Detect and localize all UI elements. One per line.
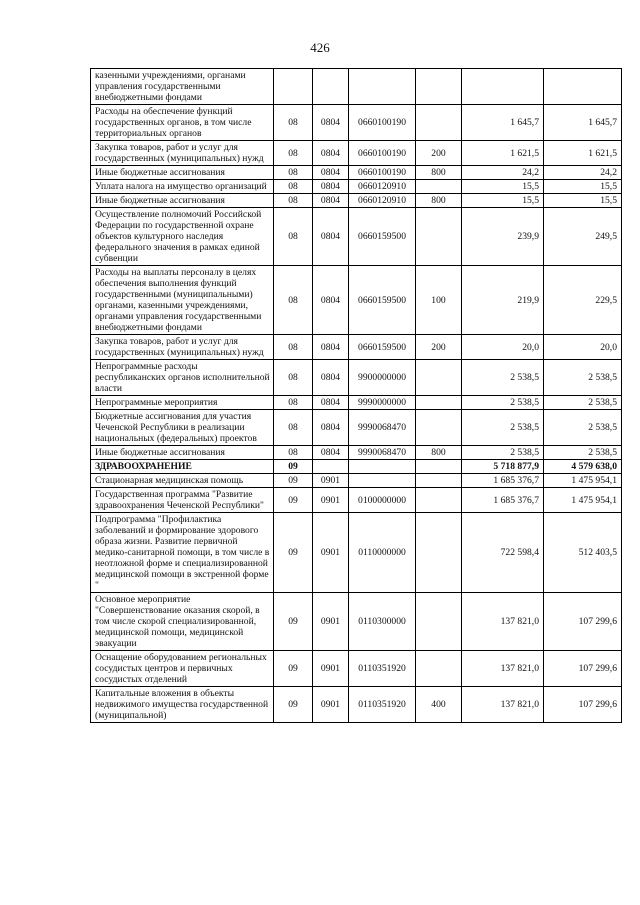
cell-target-article: 0110351920 — [349, 687, 416, 723]
cell-amount-2: 107 299,6 — [544, 651, 622, 687]
cell-target-article: 0660100190 — [349, 166, 416, 180]
cell-section: 09 — [274, 474, 313, 488]
cell-subsection: 0804 — [313, 396, 349, 410]
cell-name: Иные бюджетные ассигнования — [91, 446, 274, 460]
cell-expense-type — [416, 180, 462, 194]
cell-subsection: 0804 — [313, 335, 349, 360]
cell-amount-1: 137 821,0 — [462, 687, 544, 723]
cell-subsection: 0804 — [313, 410, 349, 446]
cell-target-article: 0100000000 — [349, 488, 416, 513]
cell-amount-1: 20,0 — [462, 335, 544, 360]
cell-amount-1: 1 685 376,7 — [462, 488, 544, 513]
cell-name: Расходы на обеспечение функций государственных органов, в том числе территориальных органов — [91, 105, 274, 141]
cell-section: 08 — [274, 360, 313, 396]
table-row — [91, 410, 622, 446]
cell-name: Иные бюджетные ассигнования — [91, 194, 274, 208]
page-number: 426 — [310, 40, 330, 55]
cell-amount-2: 1 645,7 — [544, 105, 622, 141]
cell-subsection: 0804 — [313, 166, 349, 180]
cell-amount-1: 2 538,5 — [462, 396, 544, 410]
cell-expense-type — [416, 410, 462, 446]
table-row — [91, 474, 622, 488]
cell-section: 09 — [274, 651, 313, 687]
table-row — [91, 266, 622, 335]
cell-expense-type: 400 — [416, 687, 462, 723]
cell-target-article: 0110351920 — [349, 651, 416, 687]
cell-expense-type: 800 — [416, 166, 462, 180]
cell-amount-1: 2 538,5 — [462, 446, 544, 460]
cell-subsection: 0804 — [313, 141, 349, 166]
cell-amount-2: 15,5 — [544, 194, 622, 208]
cell-amount-2: 512 403,5 — [544, 513, 622, 593]
cell-section — [274, 69, 313, 105]
cell-amount-1: 1 621,5 — [462, 141, 544, 166]
table-row — [91, 396, 622, 410]
cell-section: 08 — [274, 166, 313, 180]
cell-amount-1 — [462, 69, 544, 105]
cell-amount-2 — [544, 69, 622, 105]
cell-amount-1: 15,5 — [462, 180, 544, 194]
cell-target-article — [349, 69, 416, 105]
cell-expense-type — [416, 460, 462, 474]
cell-amount-2: 2 538,5 — [544, 396, 622, 410]
cell-target-article: 9990000000 — [349, 396, 416, 410]
cell-name: Подпрограмма "Профилактика заболеваний и формирование здорового образа жизни. Развитие первичной медико-санитарной помощи, в том числе в неотложной форме и специализированной медицинской помощи в экстренной форме " — [91, 513, 274, 593]
cell-section: 09 — [274, 488, 313, 513]
cell-amount-2: 1 475 954,1 — [544, 474, 622, 488]
cell-expense-type — [416, 593, 462, 651]
cell-target-article: 0660100190 — [349, 141, 416, 166]
cell-amount-1: 2 538,5 — [462, 410, 544, 446]
cell-section: 08 — [274, 180, 313, 194]
table-row — [91, 166, 622, 180]
cell-amount-2: 4 579 638,0 — [544, 460, 622, 474]
cell-amount-2: 229,5 — [544, 266, 622, 335]
cell-expense-type: 200 — [416, 141, 462, 166]
cell-expense-type — [416, 513, 462, 593]
cell-section: 08 — [274, 396, 313, 410]
table-row — [91, 208, 622, 266]
table-row — [91, 360, 622, 396]
cell-name: казенными учреждениями, органами управления государственными внебюджетными фондами — [91, 69, 274, 105]
cell-name: Стационарная медицинская помощь — [91, 474, 274, 488]
cell-subsection: 0804 — [313, 208, 349, 266]
cell-name: Закупка товаров, работ и услуг для государственных (муниципальных) нужд — [91, 335, 274, 360]
budget-table — [90, 68, 622, 723]
cell-name: Оснащение оборудованием региональных сосудистых центров и первичных сосудистых отделений — [91, 651, 274, 687]
cell-expense-type — [416, 360, 462, 396]
cell-name: Закупка товаров, работ и услуг для государственных (муниципальных) нужд — [91, 141, 274, 166]
table-row — [91, 141, 622, 166]
table-row — [91, 460, 622, 474]
table-row — [91, 593, 622, 651]
cell-amount-2: 107 299,6 — [544, 687, 622, 723]
cell-amount-2: 2 538,5 — [544, 446, 622, 460]
cell-expense-type — [416, 651, 462, 687]
cell-amount-1: 1 685 376,7 — [462, 474, 544, 488]
cell-section: 08 — [274, 208, 313, 266]
cell-amount-1: 722 598,4 — [462, 513, 544, 593]
cell-name: Непрограммные мероприятия — [91, 396, 274, 410]
cell-amount-2: 2 538,5 — [544, 410, 622, 446]
cell-name: Основное мероприятие "Совершенствование оказания скорой, в том числе скорой специализированной, медицинской помощи, медицинской эвакуации — [91, 593, 274, 651]
cell-amount-1: 15,5 — [462, 194, 544, 208]
cell-amount-1: 219,9 — [462, 266, 544, 335]
cell-target-article: 0660100190 — [349, 105, 416, 141]
cell-subsection: 0804 — [313, 105, 349, 141]
cell-amount-1: 1 645,7 — [462, 105, 544, 141]
cell-expense-type: 800 — [416, 446, 462, 460]
cell-amount-1: 2 538,5 — [462, 360, 544, 396]
table-row — [91, 180, 622, 194]
cell-target-article — [349, 474, 416, 488]
cell-subsection: 0804 — [313, 266, 349, 335]
cell-name: ЗДРАВООХРАНЕНИЕ — [91, 460, 274, 474]
cell-subsection — [313, 460, 349, 474]
cell-target-article: 0660159500 — [349, 335, 416, 360]
cell-amount-2: 15,5 — [544, 180, 622, 194]
cell-target-article: 0110000000 — [349, 513, 416, 593]
cell-name: Уплата налога на имущество организаций — [91, 180, 274, 194]
cell-amount-1: 137 821,0 — [462, 651, 544, 687]
cell-target-article: 9990068470 — [349, 446, 416, 460]
cell-amount-2: 107 299,6 — [544, 593, 622, 651]
cell-expense-type — [416, 396, 462, 410]
table-row — [91, 488, 622, 513]
cell-amount-1: 239,9 — [462, 208, 544, 266]
table-row — [91, 69, 622, 105]
cell-subsection: 0901 — [313, 687, 349, 723]
cell-target-article: 9990068470 — [349, 410, 416, 446]
cell-subsection: 0804 — [313, 180, 349, 194]
cell-name: Осуществление полномочий Российской Федерации по государственной охране объектов культурного наследия федерального значения в рамках единой субвенции — [91, 208, 274, 266]
cell-amount-1: 24,2 — [462, 166, 544, 180]
cell-target-article: 0660120910 — [349, 194, 416, 208]
table-row — [91, 687, 622, 723]
cell-target-article: 0660159500 — [349, 208, 416, 266]
cell-subsection: 0901 — [313, 513, 349, 593]
cell-expense-type — [416, 105, 462, 141]
cell-expense-type — [416, 474, 462, 488]
cell-name: Расходы на выплаты персоналу в целях обеспечения выполнения функций государственными (муниципальными) органами, казенными учреждениями, органами управления государственными внебюджетными фондами — [91, 266, 274, 335]
cell-section: 09 — [274, 687, 313, 723]
cell-amount-2: 24,2 — [544, 166, 622, 180]
cell-target-article: 0660120910 — [349, 180, 416, 194]
cell-name: Иные бюджетные ассигнования — [91, 166, 274, 180]
cell-subsection: 0804 — [313, 446, 349, 460]
cell-target-article: 0660159500 — [349, 266, 416, 335]
cell-section: 08 — [274, 410, 313, 446]
cell-section: 09 — [274, 513, 313, 593]
cell-amount-2: 249,5 — [544, 208, 622, 266]
cell-expense-type — [416, 208, 462, 266]
cell-subsection: 0901 — [313, 488, 349, 513]
cell-subsection — [313, 69, 349, 105]
cell-amount-1: 5 718 877,9 — [462, 460, 544, 474]
cell-name: Непрограммные расходы республиканских органов исполнительной власти — [91, 360, 274, 396]
cell-target-article: 9900000000 — [349, 360, 416, 396]
cell-name: Бюджетные ассигнования для участия Чеченской Республики в реализации национальных (федеральных) проектов — [91, 410, 274, 446]
cell-section: 08 — [274, 141, 313, 166]
cell-target-article: 0110300000 — [349, 593, 416, 651]
cell-amount-1: 137 821,0 — [462, 593, 544, 651]
cell-amount-2: 20,0 — [544, 335, 622, 360]
cell-section: 09 — [274, 593, 313, 651]
table-row — [91, 513, 622, 593]
cell-amount-2: 2 538,5 — [544, 360, 622, 396]
cell-section: 08 — [274, 446, 313, 460]
table-row — [91, 194, 622, 208]
cell-expense-type: 800 — [416, 194, 462, 208]
table-row — [91, 446, 622, 460]
cell-section: 08 — [274, 335, 313, 360]
cell-expense-type: 200 — [416, 335, 462, 360]
cell-target-article — [349, 460, 416, 474]
table-row — [91, 651, 622, 687]
cell-subsection: 0804 — [313, 194, 349, 208]
cell-expense-type: 100 — [416, 266, 462, 335]
cell-name: Государственная программа "Развитие здравоохранения Чеченской Республики" — [91, 488, 274, 513]
cell-section: 08 — [274, 105, 313, 141]
table-row — [91, 335, 622, 360]
cell-subsection: 0901 — [313, 651, 349, 687]
cell-amount-2: 1 621,5 — [544, 141, 622, 166]
cell-expense-type — [416, 69, 462, 105]
cell-section: 08 — [274, 266, 313, 335]
cell-name: Капитальные вложения в объекты недвижимого имущества государственной (муниципальной) — [91, 687, 274, 723]
cell-section: 09 — [274, 460, 313, 474]
cell-section: 08 — [274, 194, 313, 208]
cell-amount-2: 1 475 954,1 — [544, 488, 622, 513]
cell-expense-type — [416, 488, 462, 513]
cell-subsection: 0901 — [313, 593, 349, 651]
table-row — [91, 105, 622, 141]
cell-subsection: 0804 — [313, 360, 349, 396]
cell-subsection: 0901 — [313, 474, 349, 488]
